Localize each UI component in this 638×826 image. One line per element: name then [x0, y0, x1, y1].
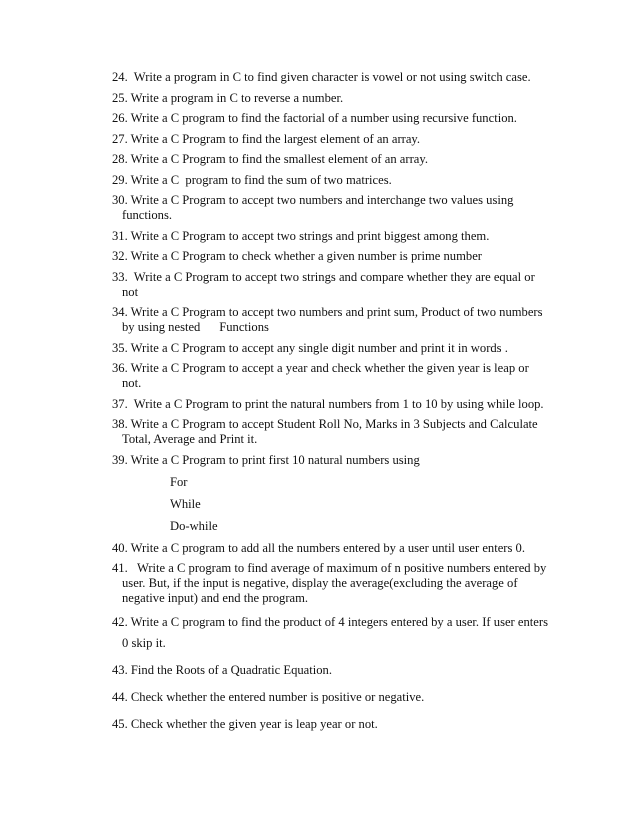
loop-option-for: For — [170, 474, 188, 489]
question-list — [112, 70, 548, 732]
question-29: 29. Write a C program to find the sum of two matrices. — [112, 172, 392, 187]
question-27: 27. Write a C Program to find the largest element of an array. — [112, 131, 421, 146]
question-33: 33. Write a C Program to accept two strings and compare whether they are equal or not — [112, 269, 538, 299]
question-25: 25. Write a program in C to reverse a number. — [112, 90, 344, 105]
question-41: 41. Write a C program to find average of maximum of n positive numbers entered by user. But, if the input is negative, display the average(excluding the average of negative input) and end the program. — [112, 561, 550, 605]
question-45: 45. Check whether the given year is leap year or not. — [112, 717, 378, 731]
question-32: 32. Write a C Program to check whether a given number is prime number — [112, 249, 482, 263]
question-42: 42. Write a C program to find the product of 4 integers entered by a user. If user enters 0 skip it. — [112, 615, 548, 650]
question-30: 30. Write a C Program to accept two numbers and interchange two values using functions. — [112, 193, 517, 222]
question-43: 43. Find the Roots of a Quadratic Equation. — [112, 663, 333, 677]
question-37: 37. Write a C Program to print the natural numbers from 1 to 10 by using while loop. — [112, 396, 544, 411]
question-44: 44. Check whether the entered number is positive or negative. — [112, 690, 425, 704]
question-24: 24. Write a program in C to find given character is vowel or not using switch case. — [112, 70, 531, 84]
loop-option-while: While — [170, 496, 201, 511]
question-40: 40. Write a C program to add all the numbers entered by a user until user enters 0. — [112, 540, 525, 555]
question-36: 36. Write a C Program to accept a year and check whether the given year is leap or not. — [112, 361, 532, 390]
question-39: 39. Write a C Program to print first 10 natural numbers using — [112, 452, 420, 467]
question-38: 38. Write a C Program to accept Student Roll No, Marks in 3 Subjects and Calculate Total, Average and Print it. — [112, 417, 541, 446]
question-28: 28. Write a C Program to find the smallest element of an array. — [112, 152, 428, 166]
question-34: 34. Write a C Program to accept two numbers and print sum, Product of two numbers by using nested Functions — [112, 305, 546, 334]
question-26: 26. Write a C program to find the factorial of a number using recursive function. — [112, 111, 517, 125]
question-35: 35. Write a C Program to accept any single digit number and print it in words . — [112, 340, 508, 355]
loop-option-do-while: Do-while — [170, 518, 218, 533]
question-31: 31. Write a C Program to accept two strings and print biggest among them. — [112, 228, 490, 243]
